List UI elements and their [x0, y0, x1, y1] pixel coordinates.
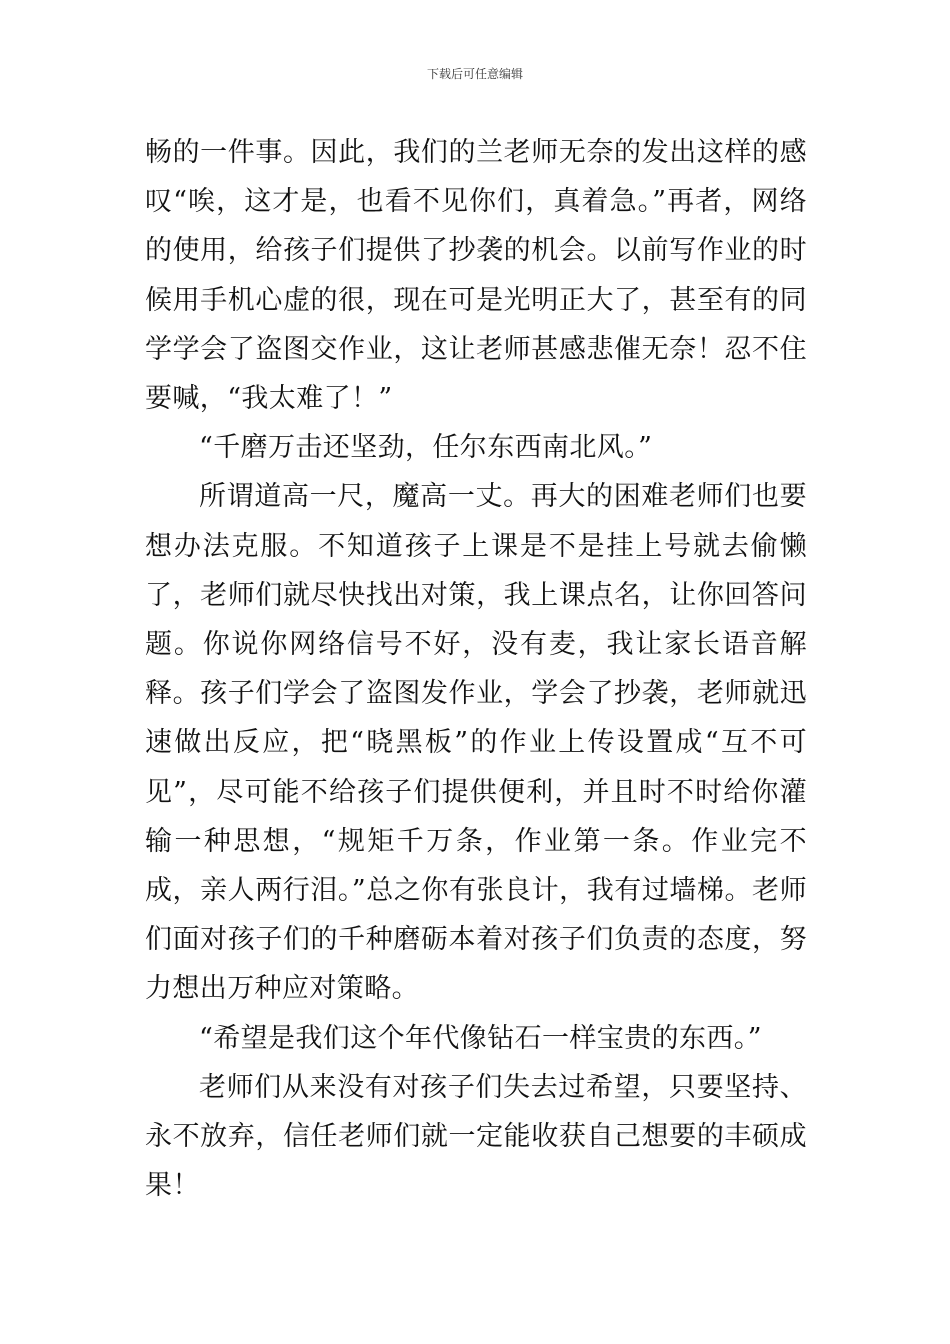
paragraph-4-quote: “希望是我们这个年代像钻石一样宝贵的东西。” [199, 1022, 762, 1054]
paragraph-5: 老师们从来没有对孩子们失去过希望，只要坚持、永不放弃，信任老师们就一定能收获自己想要的丰硕成果！ [145, 1071, 807, 1202]
page-header: 下载后可任意编辑 [426, 67, 523, 81]
paragraph-1: 畅的一件事。因此，我们的兰老师无奈的发出这样的感叹“唉，这才是，也看不见你们，真着急。”再者，网络的使用，给孩子们提供了抄袭的机会。以前写作业的时候用手机心虚的很，现在可是光明正大了，甚至有的同学学会了盗图交作业，这让老师甚感悲催无奈！忍不住要喊，“我太难了！” [145, 137, 807, 415]
document-body [145, 128, 807, 1210]
paragraph-2-quote: “千磨万击还坚劲，任尔东西南北风。” [199, 432, 653, 464]
paragraph-3: 所谓道高一尺，魔高一丈。再大的困难老师们也要想办法克服。不知道孩子上课是不是挂上号就去偷懒了，老师们就尽快找出对策，我上课点名，让你回答问题。你说你网络信号不好，没有麦，我让家长语音解释。孩子们学会了盗图发作业，学会了抄袭，老师就迅速做出反应，把“晓黑板”的作业上传设置成“互不可见”，尽可能不给孩子们提供便利，并且时不时给你灌输一种思想，“规矩千万条，作业第一条。作业完不成，亲人两行泪。”总之你有张良计，我有过墙梯。老师们面对孩子们的千种磨砺本着对孩子们负责的态度，努力想出万种应对策略。 [145, 481, 807, 1005]
